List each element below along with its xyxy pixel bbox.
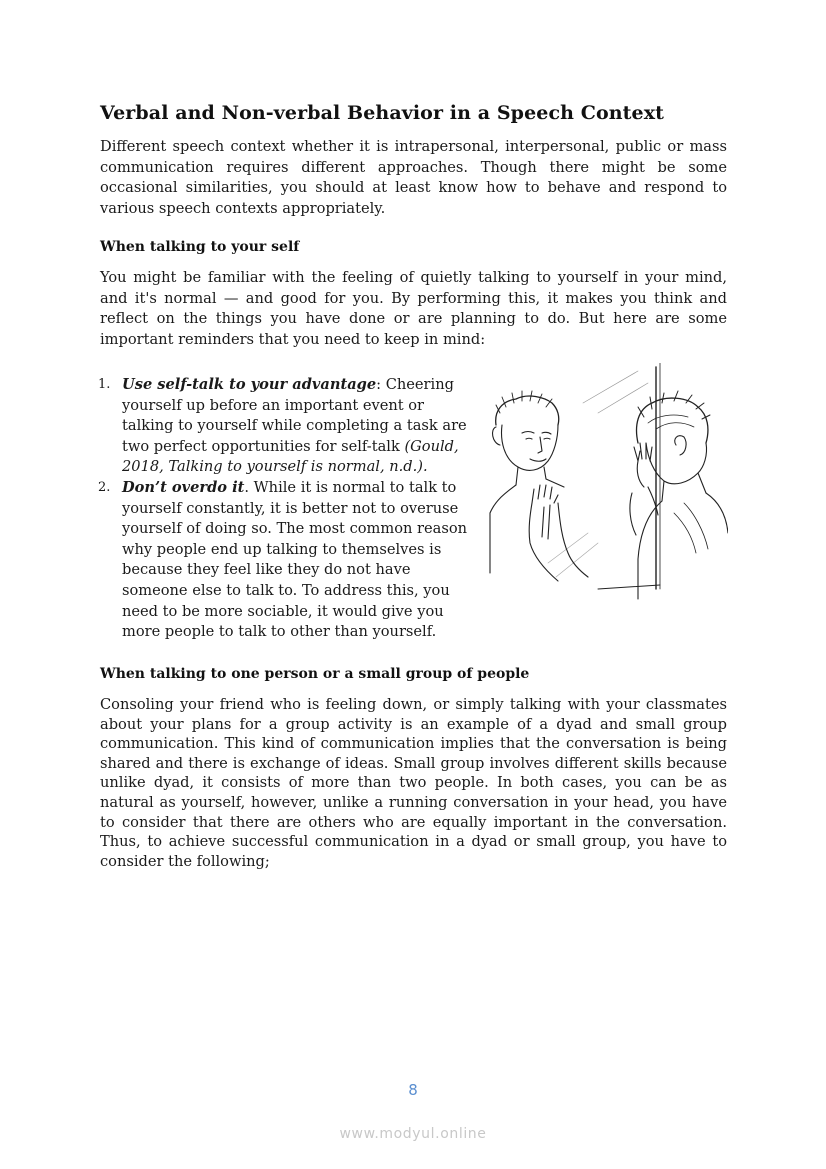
list-item-sep: . <box>244 478 250 496</box>
small-group-paragraph: Consoling your friend who is feeling down, or simply talking with your classmates about your plans for a group activity is an example of a dyad and small group communication. This kind of communication implies that the conversation is being shared and there is exchange of ideas. Small group involves different skills because unlike dyad, it consists of more than two people. In both cases, you can be as natural as yourself, however, unlike a running conversation in your head, you have to consider that there are others who are equally important in the conversation. Thus, to achieve successful communication in a dyad or small group, you have to consider the following; <box>100 696 727 870</box>
reminders-list <box>100 375 470 643</box>
list-number: 2. <box>98 479 111 495</box>
list-item <box>100 478 470 643</box>
section-heading-self: When talking to your self <box>100 239 300 255</box>
list-item-lead: Don’t overdo it <box>122 478 245 496</box>
document-page <box>100 100 727 871</box>
man-talking-to-mirror-illustration-icon <box>488 363 728 603</box>
page-number: 8 <box>408 1081 418 1099</box>
list-item-lead: Use self-talk to your advantage <box>122 376 377 393</box>
self-talk-paragraph: You might be familiar with the feeling of quietly talking to yourself in your mind, and it's normal — and good for you. By performing this, it makes you think and reflect on the things you have done or are planning to do. But here are some important reminders that you need to keep in mind: <box>100 269 727 348</box>
watermark: www.modyul.online <box>339 1126 487 1142</box>
intro-paragraph: Different speech context whether it is intrapersonal, interpersonal, public or mass communication requires different approaches. Though there might be some occasional similarities, you should at least know how to behave and respond to various speech contexts appropriately. <box>100 138 727 217</box>
reminders-block <box>100 375 727 640</box>
page-title: Verbal and Non-verbal Behavior in a Speech Context <box>100 102 665 124</box>
section-heading-small-group: When talking to one person or a small group of people <box>100 666 530 682</box>
list-item-sep: : <box>376 376 382 393</box>
list-item-citation: (Gould, 2018, Talking to yourself is normal, n.d.). <box>122 437 459 476</box>
mirror-illustration <box>488 363 728 603</box>
list-item-text: Cheering yourself up before an important event or talking to yourself while completing a task are two perfect opportunities for self-talk <box>122 376 467 455</box>
list-item <box>100 375 470 478</box>
list-number: 1. <box>98 377 111 392</box>
list-item-body <box>122 479 467 640</box>
list-item-body <box>122 376 467 475</box>
list-item-text: While it is normal to talk to yourself constantly, it is better not to overuse yourself of doing so. The most common reason why people end up talking to themselves is because they feel like they do not have someone else to talk to. To address this, you need to be more sociable, it would give you more people to talk to other than yourself. <box>122 478 468 641</box>
